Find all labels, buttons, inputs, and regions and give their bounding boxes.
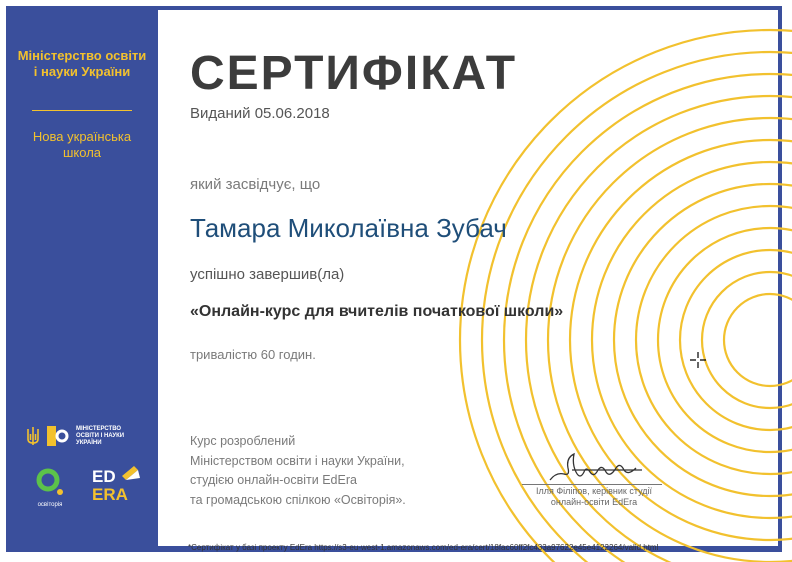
mon-logo — [26, 424, 124, 448]
mon-logo-icon — [46, 425, 68, 447]
signature-line — [522, 484, 662, 485]
osvitoria-label: освіторія — [37, 502, 63, 508]
certificate-title: СЕРТИФІКАТ — [190, 47, 518, 100]
edera-logo-top: ED — [92, 467, 116, 486]
mon-logo-line: УКРАЇНИ — [76, 439, 102, 446]
edera-logo-bottom: ERA — [92, 485, 128, 504]
mon-logo-text — [76, 426, 124, 447]
edera-logo — [92, 468, 142, 508]
certifies-text: який засвідчує, що — [190, 176, 321, 193]
osvitoria-icon — [36, 468, 64, 496]
developer-line: Міністерством освіти і науки України, — [190, 453, 405, 468]
developer-line: студією онлайн-освіти EdEra — [190, 473, 357, 487]
signer-line: Ілля Філіпов, керівник студії — [535, 486, 653, 496]
sidebar — [6, 6, 158, 552]
ministry-label: Міністерство освіти і науки України — [17, 48, 147, 79]
certificate-body — [158, 10, 778, 552]
mon-logo-line: МІНІСТЕРСТВО — [76, 425, 122, 432]
verification-footnote: *Сертифікат у базі проекту EdEra https://s3-eu-west-1.amazonaws.com/ed-era/cert/18fac60ff2fc433a97622e45e4122264/valid.html — [188, 543, 659, 552]
certificate-frame — [6, 6, 782, 552]
signature — [546, 450, 656, 486]
edera-flag-icon — [122, 466, 140, 484]
nus-label: Нова українська школа — [32, 129, 132, 160]
trident-icon — [26, 426, 40, 446]
crosshair-cursor-icon — [690, 352, 706, 368]
signer-line: онлайн-освіти EdEra — [550, 497, 638, 507]
partner-logos — [28, 468, 142, 508]
signer-caption — [526, 486, 662, 508]
recipient-name: Тамара Миколаївна Зубач — [190, 213, 507, 243]
issue-date: Виданий 05.06.2018 — [190, 105, 330, 122]
course-title: «Онлайн-курс для вчителів початкової школи» — [190, 303, 564, 320]
osvitoria-logo — [28, 468, 72, 508]
sidebar-divider — [32, 110, 132, 111]
developer-line: Курс розроблений — [190, 434, 296, 448]
mon-logo-line: ОСВІТИ І НАУКИ — [76, 432, 125, 439]
completed-text: успішно завершив(ла) — [190, 266, 345, 283]
course-duration: тривалістю 60 годин. — [190, 347, 316, 362]
course-developer — [190, 432, 406, 510]
developer-line: та громадською спілкою «Освіторія». — [190, 492, 406, 507]
